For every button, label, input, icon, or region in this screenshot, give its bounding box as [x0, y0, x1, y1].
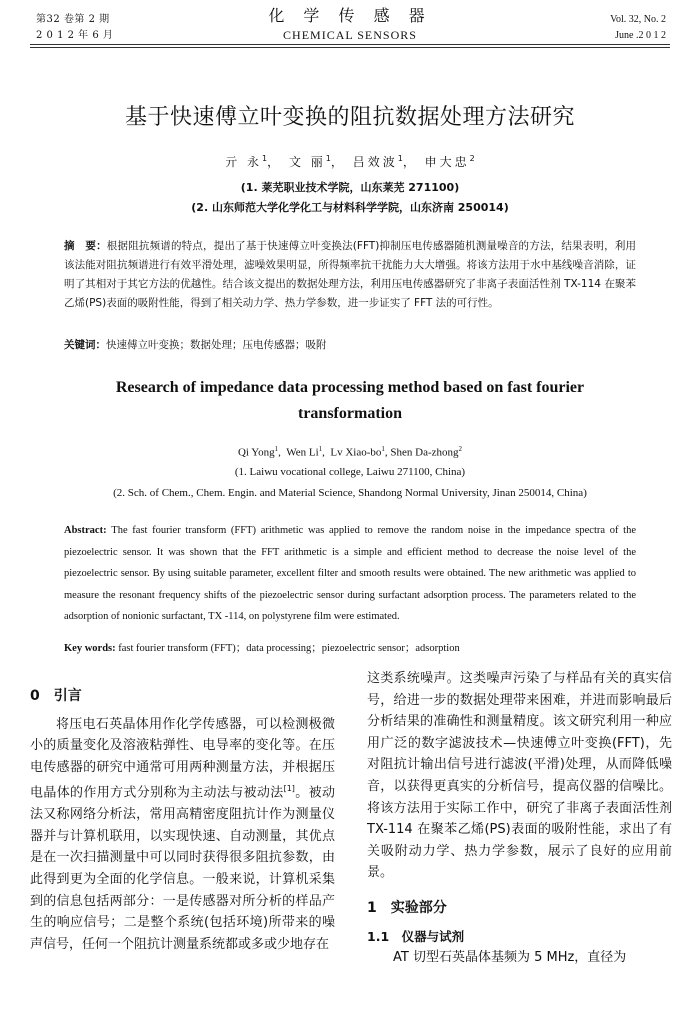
- keywords-cn-text: 快速傅立叶变换；数据处理；压电传感器；吸附: [106, 339, 327, 351]
- affiliation-cn-2: (2. 山东师范大学化学化工与材料科学学院，山东济南 250014): [191, 201, 509, 214]
- date-en: June .2 0 1 2: [615, 30, 666, 41]
- header-rule-second: [30, 47, 670, 48]
- author-cn: 申大忠: [424, 155, 470, 169]
- paper-title-cn: 基于快速傅立叶变换的阻抗数据处理方法研究: [124, 105, 575, 130]
- citation-ref: [1]: [283, 784, 295, 794]
- abstract-cn-text: 根据阻抗频谱的特点，提出了基于快速傅立叶变换法(FFT)抑制压电传感器随机测量噪音的方法，结果表明，利用该法能对阻抗频谱进行有效平滑处理，滤噪效果明显，所得频率抗干扰能力大大增强。将该方法用于水中基线噪音消除，证明了其相对于其它方法的优越性。结合该文提出的数据处理方法，利用压电传感器研究了非离子表面活性剂 TX-114 在聚苯乙烯(PS)表面的吸附性能，得到了相关动力学、热力学参数，进一步证实了 FFT 法的可行性。: [64, 240, 637, 309]
- abstract-cn-label: 摘 要：: [64, 240, 107, 252]
- affiliation-en-1: (1. Laiwu vocational college, Laiwu 271100, China): [234, 466, 466, 478]
- keywords-en: [64, 640, 636, 655]
- intro-paragraph-continued: 这类系统噪声。这类噪声污染了与样品有关的真实信号，给进一步的数据处理带来困难，并进而影响最后分析结果的准确性和测量精度。该文研究利用一种应用广泛的数字滤波技术—快速傅立叶变换(FFT)，先对阻抗计输出信号进行滤波(平滑)处理，从而降低噪音，以获得更真实的分析信号，提高仪器的信噪比。将该方法用于实际工作中，研究了非离子表面活性剂 TX-114 在聚苯乙烯(PS)表面的吸附性能，求出了有关吸附动力学、热力学参数，展示了良好的应用前景。: [367, 671, 672, 881]
- section-heading-intro: 0 引言: [30, 688, 82, 704]
- volume-cn: 第32 卷第 2 期: [36, 14, 110, 25]
- paper-title-en: Research of impedance data processing method based on fast fourier transformation: [115, 379, 585, 422]
- intro-paragraph: 将压电石英晶体用作化学传感器，可以检测极微小的质量变化及溶液粘弹性、电导率的变化等。在压电传感器的研究中通常可用两种测量方法，并根据压电晶体的作用方式分别称为主动法与被动法[1]。被动法又称网络分析法，常用高精密度阻抗计作为测量仪器并与计算机联用，以实现快速、自动测量，其优点是在一次扫描测量中可以同时获得很多阻抗参数，由此得到更为全面的化学信息。一般来说，计算机采集到的信息包括两部分：一是传感器对所分析的样品产生的响应信号；二是整个系统(包括环境)所带来的噪声信号，任何一个阻抗计测量系统都或多或少地存在: [30, 716, 335, 952]
- header-left: [36, 12, 113, 44]
- body-right-column: [367, 668, 672, 969]
- author-en: Qi Yong: [237, 446, 275, 459]
- abstract-en-label: Abstract:: [64, 525, 107, 536]
- author-cn: 文 丽: [288, 155, 326, 169]
- journal-masthead: [200, 6, 500, 44]
- affiliation-cn-1: (1. 莱芜职业技术学院，山东莱芜 271100): [240, 181, 460, 194]
- abstract-cn: [64, 237, 636, 313]
- instruments-paragraph: AT 切型石英晶体基频为 5 MHz，直径为: [393, 950, 627, 966]
- keywords-cn: [64, 336, 636, 355]
- author-cn: 吕效波: [352, 155, 398, 169]
- authors-en: Qi Yong$^1$, Wen Li$^1$, Lv Xiao-$bo^1$, Shen Da-zhong$^2$: [237, 445, 463, 459]
- authors-cn: 亓 永$^1$， 文 丽$^1$， 吕效波$^1$， 申大忠$^2$: [225, 154, 475, 169]
- abstract-en-text: The fast fourier transform (FFT) arithmetic was applied to remove the random noise in the impedance spectra of the piezoelectric sensor. It was shown that the FFT arithmetic is a simple and efficient method to decrease the noise level of the piezoelectric sensor. By using suitable parameter, excellent filter and smooth results were obtained. The new arithmetic was applied to measure the resonant frequency shifts of the piezoelectric sensor during surfactant adsorption process. The parameters related to the adsorption of nonionic surfactant, TX -114, on polystyrene film were estimated.: [64, 525, 636, 622]
- volume-en: Vol. 32, No. 2: [610, 14, 666, 25]
- journal-name-cn: 化 学 传 感 器: [268, 6, 432, 25]
- keywords-en-text: fast fourier transform (FFT)；data processing；piezoelectric sensor；adsorption: [118, 643, 460, 654]
- section-heading-experimental: 1 实验部分: [367, 899, 447, 916]
- journal-name-en: CHEMICAL SENSORS: [283, 28, 417, 42]
- author-en: Lv Xiao-bo: [330, 446, 382, 459]
- subsection-heading-instruments: 1.1 仪器与试剂: [367, 928, 465, 944]
- header-rule: [30, 44, 670, 45]
- body-left-column: [30, 686, 335, 955]
- author-en: Wen Li: [286, 446, 319, 459]
- keywords-en-label: Key words:: [64, 643, 116, 654]
- abstract-en: [64, 520, 636, 628]
- header-right: [610, 12, 666, 44]
- date-cn: 2 0 1 2 年 6 月: [36, 30, 114, 41]
- author-cn: 亓 永: [225, 155, 263, 169]
- author-en: Shen Da-zhong: [390, 446, 459, 459]
- affiliation-en-2: (2. Sch. of Chem., Chem. Engin. and Material Science, Shandong Normal University, Jinan 250014, China): [113, 487, 587, 499]
- keywords-cn-label: 关键词：: [64, 339, 106, 351]
